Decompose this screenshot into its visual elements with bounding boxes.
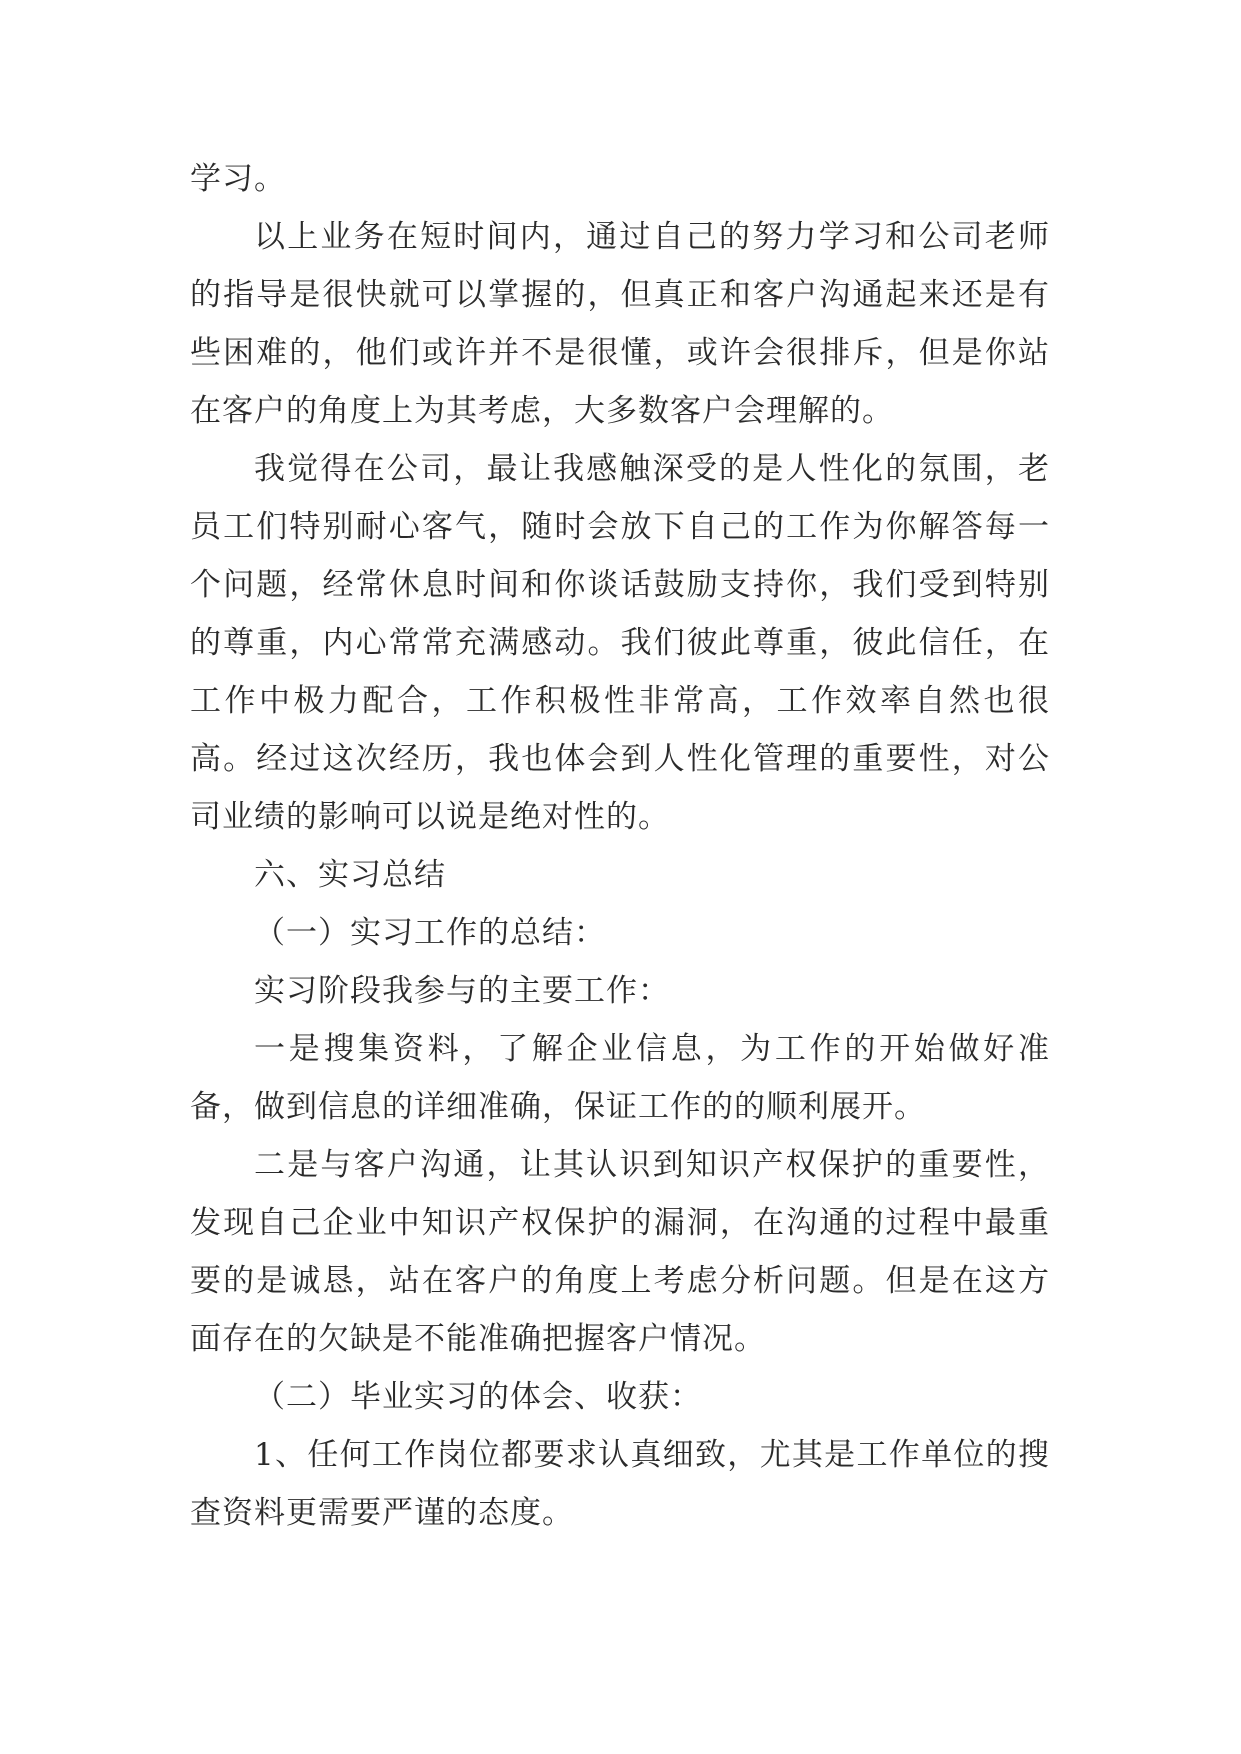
document-body	[190, 150, 1050, 1542]
paragraph-item-two: 二是与客户沟通，让其认识到知识产权保护的重要性，发现自己企业中知识产权保护的漏洞，在沟通的过程中最重要的是诚恳，站在客户的角度上考虑分析问题。但是在这方面存在的欠缺是不能准确把握客户情况。	[190, 1147, 1050, 1357]
paragraph-3: 我觉得在公司，最让我感触深受的是人性化的氛围，老员工们特别耐心客气，随时会放下自己的工作为你解答每一个问题，经常休息时间和你谈话鼓励支持你，我们受到特别的尊重，内心常常充满感动。我们彼此尊重，彼此信任，在工作中极力配合，工作积极性非常高，工作效率自然也很高。经过这次经历，我也体会到人性化管理的重要性，对公司业绩的影响可以说是绝对性的。	[190, 451, 1050, 835]
section-heading-summary: 六、实习总结	[254, 857, 446, 893]
paragraph-point-one: 1、任何工作岗位都要求认真细致，尤其是工作单位的搜查资料更需要严谨的态度。	[190, 1437, 1050, 1531]
subsection-heading-experience: （二）毕业实习的体会、收获：	[254, 1379, 702, 1415]
paragraph-item-one: 一是搜集资料，了解企业信息，为工作的开始做好准备，做到信息的详细准确，保证工作的的顺利展开。	[190, 1031, 1050, 1125]
paragraph-2: 以上业务在短时间内，通过自己的努力学习和公司老师的指导是很快就可以掌握的，但真正和客户沟通起来还是有些困难的，他们或许并不是很懂，或许会很排斥，但是你站在客户的角度上为其考虑，大多数客户会理解的。	[190, 219, 1050, 429]
subsection-heading-work-summary: （一）实习工作的总结：	[254, 915, 606, 951]
paragraph-1: 学习。	[190, 161, 286, 197]
paragraph-main-work: 实习阶段我参与的主要工作：	[254, 973, 670, 1009]
